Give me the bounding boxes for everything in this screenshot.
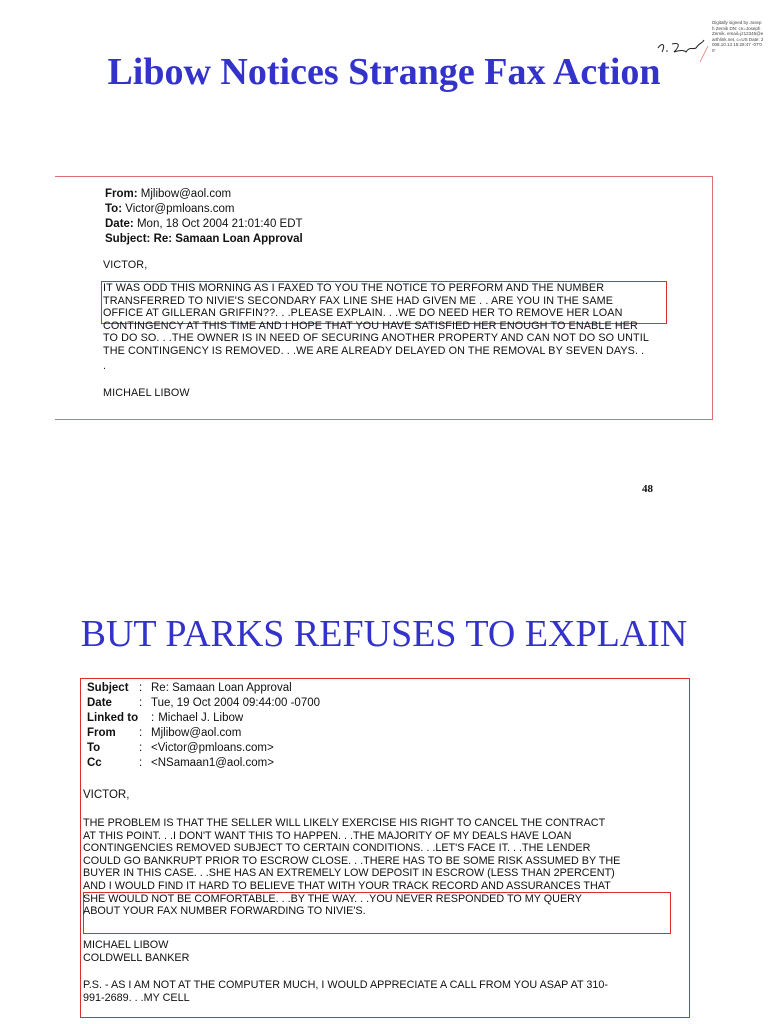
row-sep: : [139, 727, 143, 739]
row-label: From [87, 727, 116, 739]
body-line: THE CONTINGENCY IS REMOVED. . .WE ARE ALREADY DELAYED ON THE REMOVAL BY SEVEN DAYS. . [103, 344, 645, 357]
body-line: OFFICE AT GILLERAN GRIFFIN??. . .PLEASE EXPLAIN. . .WE DO NEED HER TO REMOVE HER LOAN [103, 307, 623, 320]
email-subject-row [87, 681, 292, 696]
email-body [103, 282, 703, 372]
date-value: Mon, 18 Oct 2004 21:01:40 EDT [136, 218, 303, 230]
row-sep: : [139, 697, 143, 709]
email-salutation: VICTOR, [103, 259, 148, 271]
row-value: Tue, 19 Oct 2004 09:44:00 -0700 [151, 697, 321, 709]
row-value: <Victor@pmloans.com> [151, 742, 274, 754]
to-value: Victor@pmloans.com [125, 203, 235, 215]
from-value: Mjlibow@aol.com [140, 188, 232, 200]
row-value: Re: Samaan Loan Approval [151, 682, 292, 694]
row-label: Subject [87, 682, 129, 694]
email-signature [83, 939, 687, 964]
body-line: BUYER IN THIS CASE. . .SHE HAS AN EXTREMELY LOW DEPOSIT IN ESCROW (LESS THAN 2PERCENT) [83, 867, 615, 880]
row-sep: : [139, 742, 143, 754]
row-label: To [87, 742, 101, 754]
email-from-row [87, 726, 241, 741]
email-excerpt-oct-18 [55, 176, 713, 420]
body-line: AND I WOULD FIND IT HARD TO BELIEVE THAT WITH YOUR TRACK RECORD AND ASSURANCES THAT [83, 879, 611, 892]
email-to-row [87, 741, 274, 756]
signature-line: MICHAEL LIBOW [83, 939, 169, 951]
ps-line: P.S. - AS I AM NOT AT THE COMPUTER MUCH, I WOULD APPRECIATE A CALL FROM YOU ASAP AT 310- [83, 979, 608, 991]
row-value: <NSamaan1@aol.com> [151, 757, 274, 769]
date-label: Date: [105, 218, 134, 230]
body-line: AT THIS POINT. . .I DON'T WANT THIS TO HAPPEN. . .THE MAJORITY OF MY DEALS HAVE LOAN [83, 829, 572, 842]
body-line: IT WAS ODD THIS MORNING AS I FAXED TO YOU THE NOTICE TO PERFORM AND THE NUMBER [103, 282, 605, 294]
body-line: CONTINGENCIES REMOVED SUBJECT TO CERTAIN CONDITIONS. . .LET'S FACE IT. . .THE LENDER [83, 842, 591, 855]
subject-label: Subject: [105, 233, 151, 245]
signature-line: COLDWELL BANKER [83, 951, 190, 964]
row-value: Michael J. Libow [158, 712, 244, 724]
row-value: Mjlibow@aol.com [151, 727, 242, 739]
body-line: SHE WOULD NOT BE COMFORTABLE. . .BY THE WAY. . .YOU NEVER RESPONDED TO MY QUERY [83, 892, 582, 905]
page-number: 48 [642, 483, 653, 495]
row-sep: : [139, 757, 143, 769]
slide-title-fax-action: Libow Notices Strange Fax Action [107, 51, 661, 93]
row-label: Cc [87, 757, 102, 769]
email-date-row [87, 696, 320, 711]
subject-value: Re: Samaan Loan Approval [153, 233, 303, 245]
email-signature: MICHAEL LIBOW [103, 387, 190, 399]
email-salutation: VICTOR, [83, 789, 130, 801]
email-subject-row [105, 232, 303, 247]
email-postscript [83, 979, 687, 1004]
slide-title-parks-refuses: BUT PARKS REFUSES TO EXPLAIN [80, 613, 688, 655]
body-line: TO DO SO. . .THE OWNER IS IN NEED OF SECURING ANOTHER PROPERTY AND CAN NOT DO SO UNTIL [103, 332, 649, 345]
email-linked-row [87, 711, 243, 726]
body-line: TRANSFERRED TO NIVIE'S SECONDARY FAX LINE SHE HAD GIVEN ME . . ARE YOU IN THE SAME [103, 294, 614, 307]
from-label: From: [105, 188, 138, 200]
body-line: CONTINGENCY AT THIS TIME AND I HOPE THAT YOU HAVE SATISFIED HER ENOUGH TO ENABLE HER [103, 319, 638, 332]
email-body [83, 817, 687, 918]
body-line: COULD GO BANKRUPT PRIOR TO ESCROW CLOSE. . .THERE HAS TO BE SOME RISK ASSUMED BY THE [83, 854, 621, 867]
email-to-row [105, 202, 234, 217]
row-label: Linked to [87, 712, 139, 724]
body-dot: . [103, 359, 107, 372]
body-line: ABOUT YOUR FAX NUMBER FORWARDING TO NIVIE'S. [83, 905, 366, 918]
signature-text: Digitally signed by Joseph Zernik DN: cn=Joseph Zernik, email=jz12345@earthlink.net, c=US Date: 2008.10.13 15:28:47 -07'00' [712, 20, 764, 53]
body-line: THE PROBLEM IS THAT THE SELLER WILL LIKELY EXERCISE HIS RIGHT TO CANCEL THE CONTRACT [83, 817, 606, 829]
row-sep: : [151, 712, 155, 724]
to-label: To: [105, 203, 123, 215]
email-excerpt-oct-19 [80, 678, 690, 1018]
email-date-row [105, 217, 303, 232]
email-from-row [105, 187, 231, 202]
row-sep: : [139, 682, 143, 694]
ps-line: 991-2689. . .MY CELL [83, 991, 190, 1004]
email-cc-row [87, 756, 274, 771]
row-label: Date [87, 697, 112, 709]
